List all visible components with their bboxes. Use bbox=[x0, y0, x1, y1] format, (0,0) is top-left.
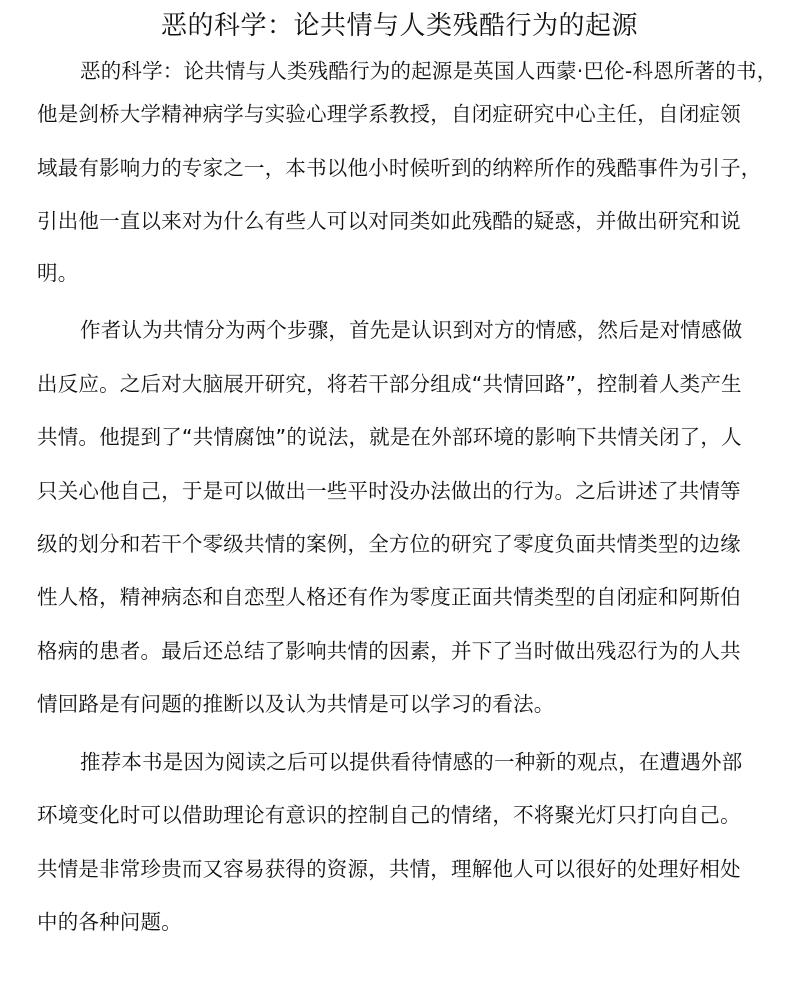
paragraph-1-line-3: 域最有影响力的专家之一，本书以他小时候听到的纳粹所作的残酷事件为引子， bbox=[37, 156, 762, 180]
document-title: 恶的科学：论共情与人类残酷行为的起源 bbox=[160, 11, 638, 41]
paragraph-3-line-1: 推荐本书是因为阅读之后可以提供看待情感的一种新的观点，在遭遇外部 bbox=[80, 750, 743, 774]
paragraph-2-line-8: 情回路是有问题的推断以及认为共情是可以学习的看法。 bbox=[37, 692, 555, 716]
paragraph-2-line-7: 格病的患者。最后还总结了影响共情的因素，并下了当时做出残忍行为的人共 bbox=[37, 639, 741, 663]
paragraph-3-line-4: 中的各种问题。 bbox=[37, 910, 182, 934]
paragraph-2-line-6: 性人格，精神病态和自恋型人格还有作为零度正面共情类型的自闭症和阿斯伯 bbox=[37, 585, 741, 609]
paragraph-1-line-1: 恶的科学：论共情与人类残酷行为的起源是英国人西蒙·巴伦-科恩所著的书， bbox=[80, 59, 778, 83]
paragraph-2-line-3: 共情。他提到了“共情腐蚀”的说法，就是在外部环境的影响下共情关闭了，人 bbox=[37, 425, 742, 449]
paragraph-3-line-3: 共情是非常珍贵而又容易获得的资源，共情，理解他人可以很好的处理好相处 bbox=[37, 857, 741, 881]
paragraph-2-line-2: 出反应。之后对大脑展开研究，将若干部分组成“共情回路”，控制着人类产生 bbox=[37, 372, 742, 396]
paragraph-2-line-5: 级的划分和若干个零级共情的案例，全方位的研究了零度负面共情类型的边缘 bbox=[37, 532, 741, 556]
paragraph-3-line-2: 环境变化时可以借助理论有意识的控制自己的情绪，不将聚光灯只打向自己。 bbox=[37, 803, 741, 827]
paragraph-2-line-1: 作者认为共情分为两个步骤，首先是认识到对方的情感，然后是对情感做 bbox=[80, 318, 743, 342]
paragraph-1-line-4: 引出他一直以来对为什么有些人可以对同类如此残酷的疑惑，并做出研究和说 bbox=[37, 209, 741, 233]
paragraph-1-line-5: 明。 bbox=[37, 261, 79, 285]
paragraph-2-line-4: 只关心他自己，于是可以做出一些平时没办法做出的行为。之后讲述了共情等 bbox=[37, 479, 741, 503]
paragraph-1-line-2: 他是剑桥大学精神病学与实验心理学系教授，自闭症研究中心主任，自闭症领 bbox=[37, 102, 741, 126]
